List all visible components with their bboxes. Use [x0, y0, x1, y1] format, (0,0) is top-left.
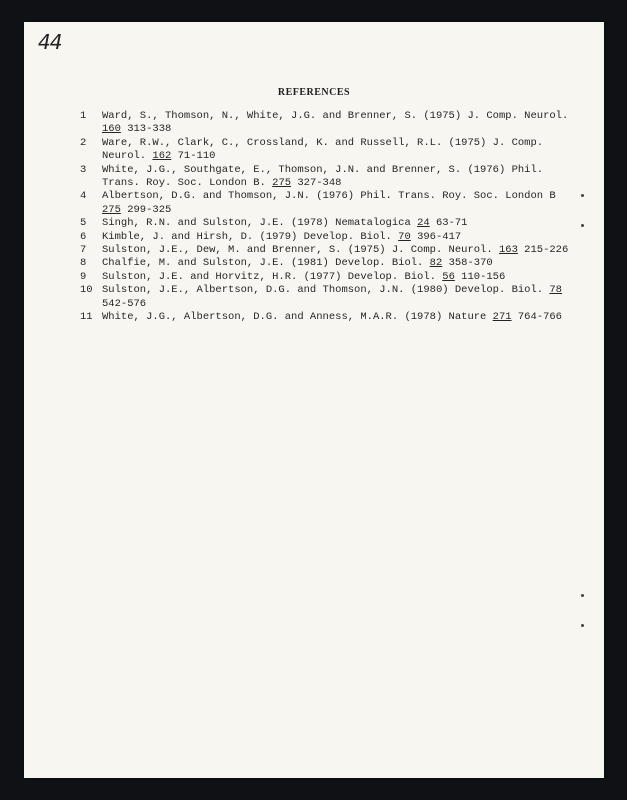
reference-item: [80, 257, 580, 270]
handwritten-page-number: 44: [38, 30, 62, 54]
reference-pages: 396-417: [410, 230, 462, 243]
reference-text: [102, 110, 580, 137]
reference-citation: White, J.G., Albertson, D.G. and Anness, M.A.R. (1978) Nature: [102, 311, 493, 324]
reference-item: [80, 244, 580, 257]
margin-mark: [581, 624, 584, 627]
margin-mark: [581, 194, 584, 197]
reference-text: [102, 190, 580, 217]
reference-volume: 70: [398, 230, 411, 243]
reference-item: [80, 271, 580, 284]
reference-text: [102, 217, 580, 230]
reference-citation: Sulston, J.E., Dew, M. and Brenner, S. (1975) J. Comp. Neurol.: [102, 244, 499, 257]
references-list: [80, 110, 580, 325]
references-heading: REFERENCES: [277, 87, 351, 98]
reference-pages: 63-71: [429, 217, 468, 230]
margin-mark: [581, 224, 584, 227]
reference-item: [80, 190, 580, 217]
reference-number: 1: [80, 110, 87, 122]
reference-number: 8: [80, 257, 87, 270]
reference-text: [102, 231, 580, 244]
reference-text: [102, 284, 580, 311]
reference-pages: 327-348: [291, 177, 342, 190]
reference-citation: Sulston, J.E., Albertson, D.G. and Thomson, J.N. (1980) Develop. Biol.: [102, 284, 550, 297]
reference-citation: Ware, R.W., Clark, C., Crossland, K. and Russell, R.L. (1975) J. Comp. Neurol.: [102, 136, 544, 163]
reference-number: 6: [80, 230, 87, 243]
reference-number: 10: [80, 284, 93, 297]
reference-pages: 110-156: [454, 270, 506, 283]
reference-citation: Chalfie, M. and Sulston, J.E. (1981) Develop. Biol.: [102, 257, 430, 270]
reference-pages: 299-325: [120, 203, 172, 216]
reference-volume: 162: [152, 150, 172, 163]
reference-number: 4: [80, 190, 87, 203]
reference-item: [80, 110, 580, 137]
reference-number: 2: [80, 136, 87, 149]
reference-volume: 275: [102, 203, 121, 216]
reference-text: [102, 271, 580, 284]
reference-text: [102, 164, 580, 191]
reference-volume: 163: [498, 244, 518, 257]
reference-item: [80, 284, 580, 311]
reference-number: 5: [80, 217, 87, 230]
reference-item: [80, 231, 580, 244]
reference-citation: Albertson, D.G. and Thomson, J.N. (1976) Phil. Trans. Roy. Soc. London B: [102, 190, 556, 203]
reference-number: 7: [80, 244, 87, 257]
reference-item: [80, 164, 580, 191]
margin-mark: [581, 594, 584, 597]
reference-citation: Ward, S., Thomson, N., White, J.G. and Brenner, S. (1975) J. Comp. Neurol.: [102, 110, 569, 122]
reference-text: [102, 137, 580, 164]
reference-citation: White, J.G., Southgate, E., Thomson, J.N. and Brenner, S. (1976) Phil. Trans. Roy. Soc. London B.: [102, 163, 544, 190]
reference-item: [80, 311, 580, 324]
reference-citation: Kimble, J. and Hirsh, D. (1979) Develop. Biol.: [102, 230, 399, 243]
reference-volume: 24: [417, 217, 430, 230]
reference-volume: 56: [442, 270, 455, 283]
reference-text: [102, 257, 580, 270]
reference-volume: 82: [429, 257, 443, 270]
reference-volume: 160: [102, 123, 121, 136]
reference-item: [80, 137, 580, 164]
reference-volume: 275: [272, 177, 292, 190]
reference-number: 9: [80, 270, 87, 283]
reference-pages: 71-110: [171, 150, 216, 163]
reference-citation: Sulston, J.E. and Horvitz, H.R. (1977) Develop. Biol.: [102, 270, 443, 283]
reference-number: 3: [80, 163, 87, 176]
reference-pages: 542-576: [102, 297, 147, 310]
reference-pages: 764-766: [511, 311, 562, 324]
reference-citation: Singh, R.N. and Sulston, J.E. (1978) Nematalogica: [102, 217, 418, 230]
reference-volume: 78: [549, 284, 562, 297]
reference-item: [80, 217, 580, 230]
reference-number: 11: [80, 311, 93, 324]
reference-text: [102, 244, 580, 257]
reference-pages: 358-370: [442, 257, 493, 270]
reference-pages: 215-226: [517, 244, 569, 257]
reference-text: [102, 311, 580, 324]
reference-volume: 271: [492, 311, 512, 324]
document-page: [24, 22, 604, 778]
reference-pages: 313-338: [120, 123, 172, 136]
